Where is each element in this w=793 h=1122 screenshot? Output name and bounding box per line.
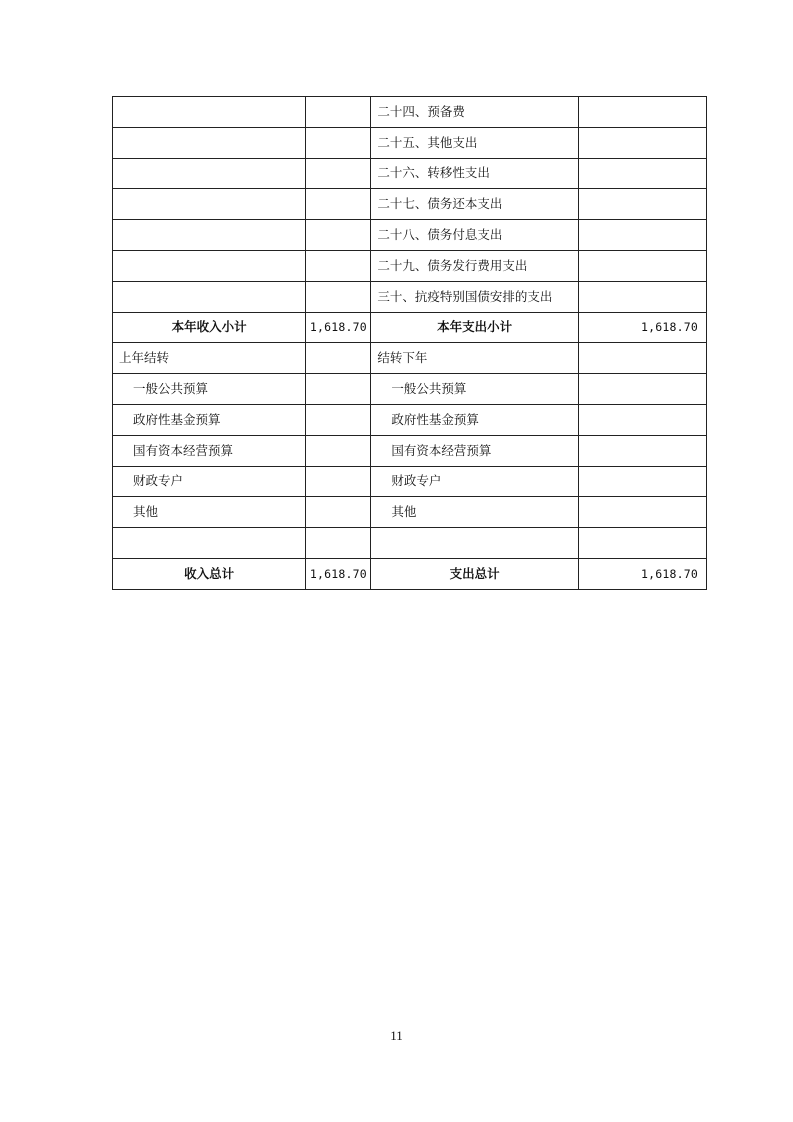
expense-amount-cell (578, 97, 706, 128)
income-subtotal-label: 本年收入小计 (113, 312, 306, 343)
expense-amount-cell (578, 220, 706, 251)
expense-item-cell: 二十五、其他支出 (371, 127, 578, 158)
expense-carryover-item: 政府性基金预算 (371, 404, 578, 435)
income-amount-cell (306, 435, 371, 466)
table-row (113, 250, 707, 281)
income-amount-cell (306, 497, 371, 528)
expense-carryover-item: 财政专户 (371, 466, 578, 497)
income-item-cell (113, 281, 306, 312)
expense-carryover-item: 其他 (371, 497, 578, 528)
empty-cell (306, 528, 371, 559)
income-item-cell (113, 250, 306, 281)
income-amount-cell (306, 189, 371, 220)
carryover-header-row (113, 343, 707, 374)
expense-subtotal-label: 本年支出小计 (371, 312, 578, 343)
expense-item-cell: 二十九、债务发行费用支出 (371, 250, 578, 281)
expense-amount-cell (578, 158, 706, 189)
income-carryover-item: 国有资本经营预算 (113, 435, 306, 466)
income-item-cell (113, 127, 306, 158)
table-row (113, 466, 707, 497)
table-row (113, 435, 707, 466)
income-item-cell (113, 220, 306, 251)
income-carryover-item: 财政专户 (113, 466, 306, 497)
income-amount-cell (306, 158, 371, 189)
income-amount-cell (306, 343, 371, 374)
expense-carryover-item: 一般公共预算 (371, 374, 578, 405)
expense-item-cell: 二十七、债务还本支出 (371, 189, 578, 220)
table-row (113, 374, 707, 405)
expense-carryover-header: 结转下年 (371, 343, 578, 374)
income-item-cell (113, 158, 306, 189)
income-amount-cell (306, 250, 371, 281)
income-amount-cell (306, 374, 371, 405)
expense-amount-cell (578, 466, 706, 497)
table-row (113, 497, 707, 528)
income-amount-cell (306, 404, 371, 435)
expense-amount-cell (578, 435, 706, 466)
subtotal-row (113, 312, 707, 343)
expense-item-cell: 三十、抗疫特别国债安排的支出 (371, 281, 578, 312)
income-amount-cell (306, 281, 371, 312)
income-item-cell (113, 97, 306, 128)
income-carryover-item: 一般公共预算 (113, 374, 306, 405)
empty-cell (371, 528, 578, 559)
table-row (113, 189, 707, 220)
income-amount-cell (306, 220, 371, 251)
income-amount-cell (306, 127, 371, 158)
income-subtotal-value: 1,618.70 (306, 312, 371, 343)
table-row (113, 97, 707, 128)
table-row (113, 220, 707, 251)
income-total-label: 收入总计 (113, 558, 306, 589)
expense-amount-cell (578, 127, 706, 158)
expense-amount-cell (578, 250, 706, 281)
expense-amount-cell (578, 404, 706, 435)
expense-amount-cell (578, 189, 706, 220)
expense-total-label: 支出总计 (371, 558, 578, 589)
income-carryover-item: 政府性基金预算 (113, 404, 306, 435)
total-row (113, 558, 707, 589)
table-row (113, 127, 707, 158)
income-carryover-item: 其他 (113, 497, 306, 528)
expense-amount-cell (578, 497, 706, 528)
table-row (113, 404, 707, 435)
expense-amount-cell (578, 281, 706, 312)
income-amount-cell (306, 97, 371, 128)
income-total-value: 1,618.70 (306, 558, 371, 589)
table-row (113, 281, 707, 312)
empty-cell (113, 528, 306, 559)
expense-carryover-item: 国有资本经营预算 (371, 435, 578, 466)
table-row (113, 158, 707, 189)
expense-item-cell: 二十四、预备费 (371, 97, 578, 128)
page-number: 11 (390, 1028, 403, 1043)
expense-subtotal-value: 1,618.70 (578, 312, 706, 343)
empty-cell (578, 528, 706, 559)
income-item-cell (113, 189, 306, 220)
expense-item-cell: 二十六、转移性支出 (371, 158, 578, 189)
budget-table (112, 96, 707, 590)
empty-row (113, 528, 707, 559)
income-carryover-header: 上年结转 (113, 343, 306, 374)
income-amount-cell (306, 466, 371, 497)
expense-total-value: 1,618.70 (578, 558, 706, 589)
expense-item-cell: 二十八、债务付息支出 (371, 220, 578, 251)
expense-amount-cell (578, 343, 706, 374)
expense-amount-cell (578, 374, 706, 405)
